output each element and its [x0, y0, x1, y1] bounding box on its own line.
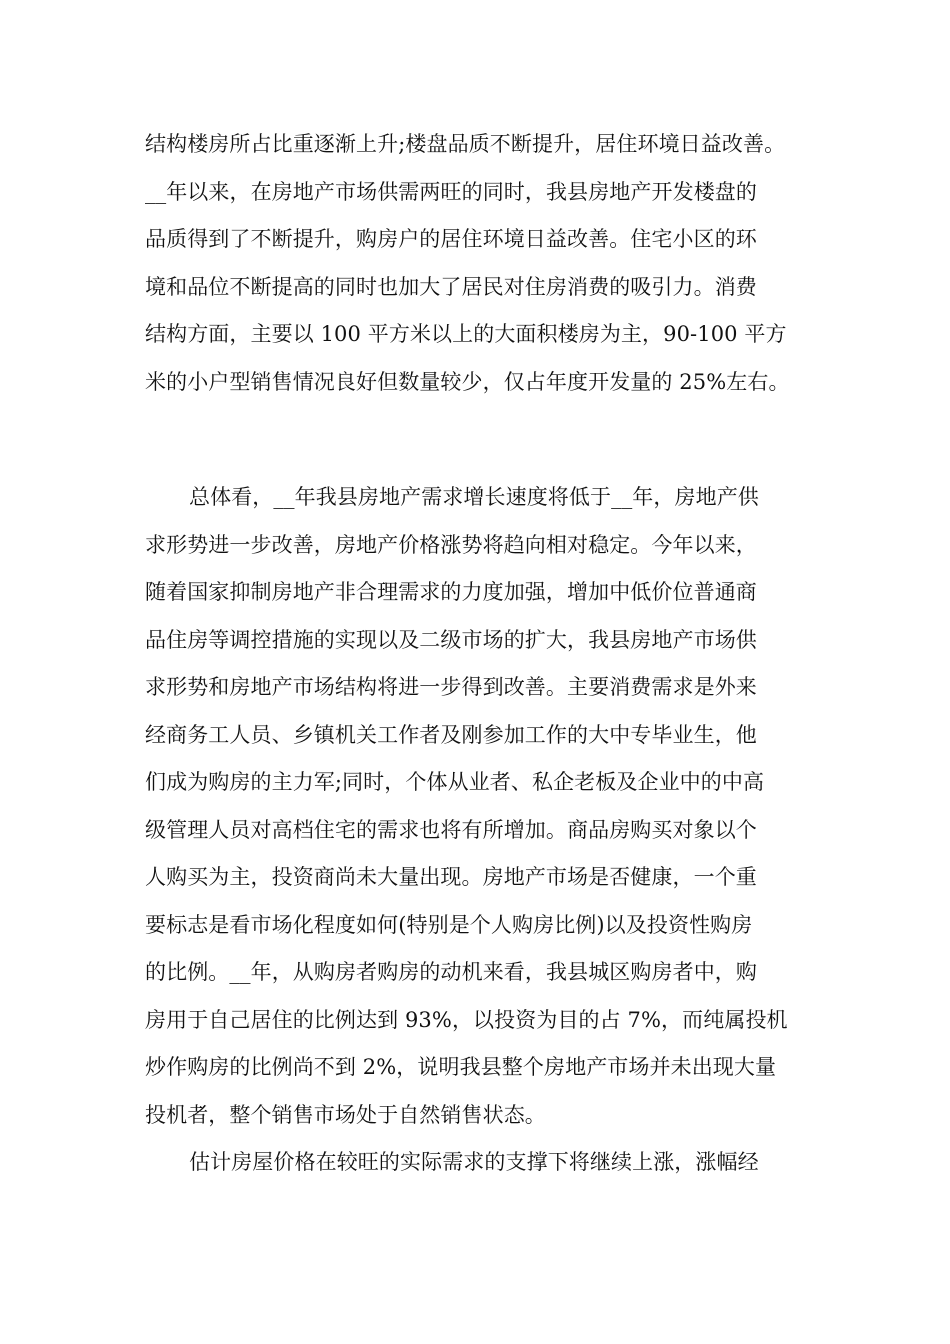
document-body [145, 132, 815, 1198]
text-line: 的比例。__年，从购房者购房的动机来看，我县城区购房者中，购 [145, 960, 757, 984]
text-line: 随着国家抑制房地产非合理需求的力度加强，增加中低价位普通商 [145, 580, 757, 604]
text-line: 境和品位不断提高的同时也加大了居民对住房消费的吸引力。消费 [145, 274, 757, 299]
paragraph [145, 132, 815, 417]
text-line: 级管理人员对高档住宅的需求也将有所增加。商品房购买对象以个 [145, 817, 757, 842]
text-line: 米的小户型销售情况良好但数量较少，仅占年度开发量的 25%左右。 [145, 369, 790, 394]
paragraph [145, 1150, 815, 1198]
text-line: 结构方面，主要以 100 平方米以上的大面积楼房为主，90-100 平方 [145, 322, 787, 346]
text-line: __年以来，在房地产市场供需两旺的同时，我县房地产开发楼盘的 [145, 179, 757, 204]
text-line: 房用于自己居住的比例达到 93%，以投资为目的占 7%，而纯属投机 [145, 1007, 788, 1032]
text-line: 品住房等调控措施的实现以及二级市场的扩大，我县房地产市场供 [145, 627, 757, 652]
paragraph-spacer [145, 417, 815, 485]
text-line: 求形势和房地产市场结构将进一步得到改善。主要消费需求是外来 [145, 675, 757, 699]
text-line: 们成为购房的主力军;同时，个体从业者、私企老板及企业中的中高 [145, 770, 765, 794]
paragraph [145, 485, 815, 1150]
text-line: 总体看，__年我县房地产需求增长速度将低于__年，房地产供 [189, 485, 759, 509]
text-line: 估计房屋价格在较旺的实际需求的支撑下将继续上涨，涨幅经 [189, 1150, 759, 1174]
text-line: 品质得到了不断提升，购房户的居住环境日益改善。住宅小区的环 [145, 227, 757, 251]
text-line: 人购买为主，投资商尚未大量出现。房地产市场是否健康，一个重 [145, 865, 757, 889]
text-line: 投机者，整个销售市场处于自然销售状态。 [145, 1102, 546, 1127]
text-line: 求形势进一步改善，房地产价格涨势将趋向相对稳定。今年以来， [145, 532, 757, 557]
text-line: 结构楼房所占比重逐渐上升;楼盘品质不断提升，居住环境日益改善。 [145, 132, 786, 156]
text-line: 要标志是看市场化程度如何(特别是个人购房比例)以及投资性购房 [145, 912, 753, 937]
text-line: 经商务工人员、乡镇机关工作者及刚参加工作的大中专毕业生，他 [145, 722, 757, 747]
text-line: 炒作购房的比例尚不到 2%，说明我县整个房地产市场并未出现大量 [145, 1055, 777, 1079]
